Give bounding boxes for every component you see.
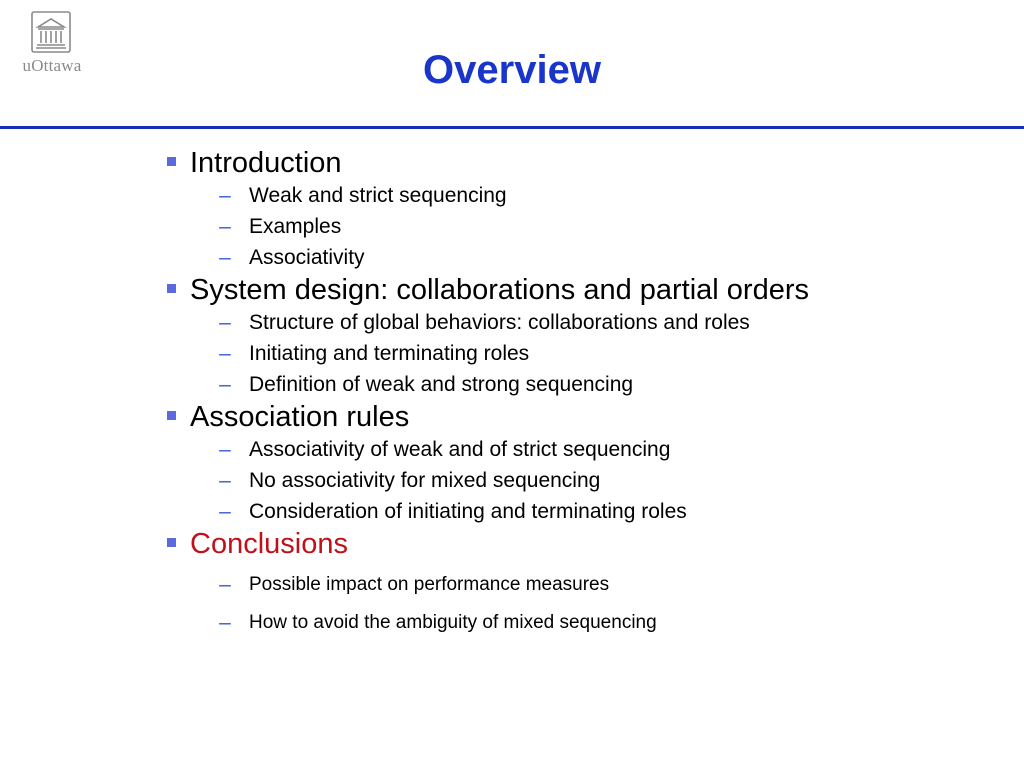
dash-bullet-icon: – bbox=[219, 373, 231, 396]
dash-bullet-icon: – bbox=[219, 469, 231, 492]
bullet-text: Association rules bbox=[190, 401, 410, 433]
dash-bullet-icon: – bbox=[219, 438, 231, 461]
outline-section-association-rules bbox=[160, 400, 1010, 527]
bullet-item bbox=[160, 146, 1010, 180]
dash-bullet-icon: – bbox=[219, 311, 231, 334]
sub-item-text: Associativity bbox=[249, 246, 365, 269]
dash-bullet-icon: – bbox=[219, 342, 231, 365]
sub-item bbox=[160, 604, 1010, 642]
sub-item bbox=[160, 211, 1010, 242]
bullet-item bbox=[160, 400, 1010, 434]
sub-item bbox=[160, 434, 1010, 465]
square-bullet-icon bbox=[167, 284, 176, 293]
sub-item bbox=[160, 180, 1010, 211]
sub-item-text: Initiating and terminating roles bbox=[249, 342, 530, 365]
sub-item bbox=[160, 242, 1010, 273]
outline-section-system-design bbox=[160, 273, 1010, 400]
bullet-item bbox=[160, 273, 1010, 307]
outline-section-conclusions bbox=[160, 527, 1010, 642]
sub-item-text: Possible impact on performance measures bbox=[249, 574, 610, 595]
outline bbox=[160, 146, 1010, 642]
sub-item-text: Weak and strict sequencing bbox=[249, 184, 507, 207]
sub-item bbox=[160, 338, 1010, 369]
sub-item-text: How to avoid the ambiguity of mixed sequencing bbox=[249, 612, 657, 633]
dash-bullet-icon: – bbox=[219, 611, 231, 634]
sub-item-text: Examples bbox=[249, 215, 342, 238]
bullet-text-highlighted: Conclusions bbox=[190, 528, 348, 560]
sub-list bbox=[160, 180, 1010, 273]
slide-title: Overview bbox=[423, 48, 601, 92]
logo-wordmark: uOttawa bbox=[22, 56, 82, 75]
sub-item bbox=[160, 496, 1010, 527]
sub-item bbox=[160, 566, 1010, 604]
square-bullet-icon bbox=[167, 157, 176, 166]
bullet-text: Introduction bbox=[190, 147, 342, 179]
sub-item bbox=[160, 307, 1010, 338]
sub-item-text: Consideration of initiating and terminating roles bbox=[249, 500, 687, 523]
sub-item bbox=[160, 369, 1010, 400]
square-bullet-icon bbox=[167, 538, 176, 547]
sub-item-text: No associativity for mixed sequencing bbox=[249, 469, 601, 492]
title-divider bbox=[0, 126, 1024, 129]
sub-list bbox=[160, 434, 1010, 527]
sub-item-text: Associativity of weak and of strict sequencing bbox=[249, 438, 671, 461]
dash-bullet-icon: – bbox=[219, 573, 231, 596]
dash-bullet-icon: – bbox=[219, 500, 231, 523]
sub-list bbox=[160, 307, 1010, 400]
bullet-item bbox=[160, 527, 1010, 561]
sub-item-text: Definition of weak and strong sequencing bbox=[249, 373, 634, 396]
sub-list bbox=[160, 566, 1010, 642]
sub-item bbox=[160, 465, 1010, 496]
sub-item-text: Structure of global behaviors: collaborations and roles bbox=[249, 311, 750, 334]
dash-bullet-icon: – bbox=[219, 246, 231, 269]
bullet-text: System design: collaborations and partial orders bbox=[190, 274, 809, 306]
dash-bullet-icon: – bbox=[219, 215, 231, 238]
dash-bullet-icon: – bbox=[219, 184, 231, 207]
square-bullet-icon bbox=[167, 411, 176, 420]
outline-section-introduction bbox=[160, 146, 1010, 273]
